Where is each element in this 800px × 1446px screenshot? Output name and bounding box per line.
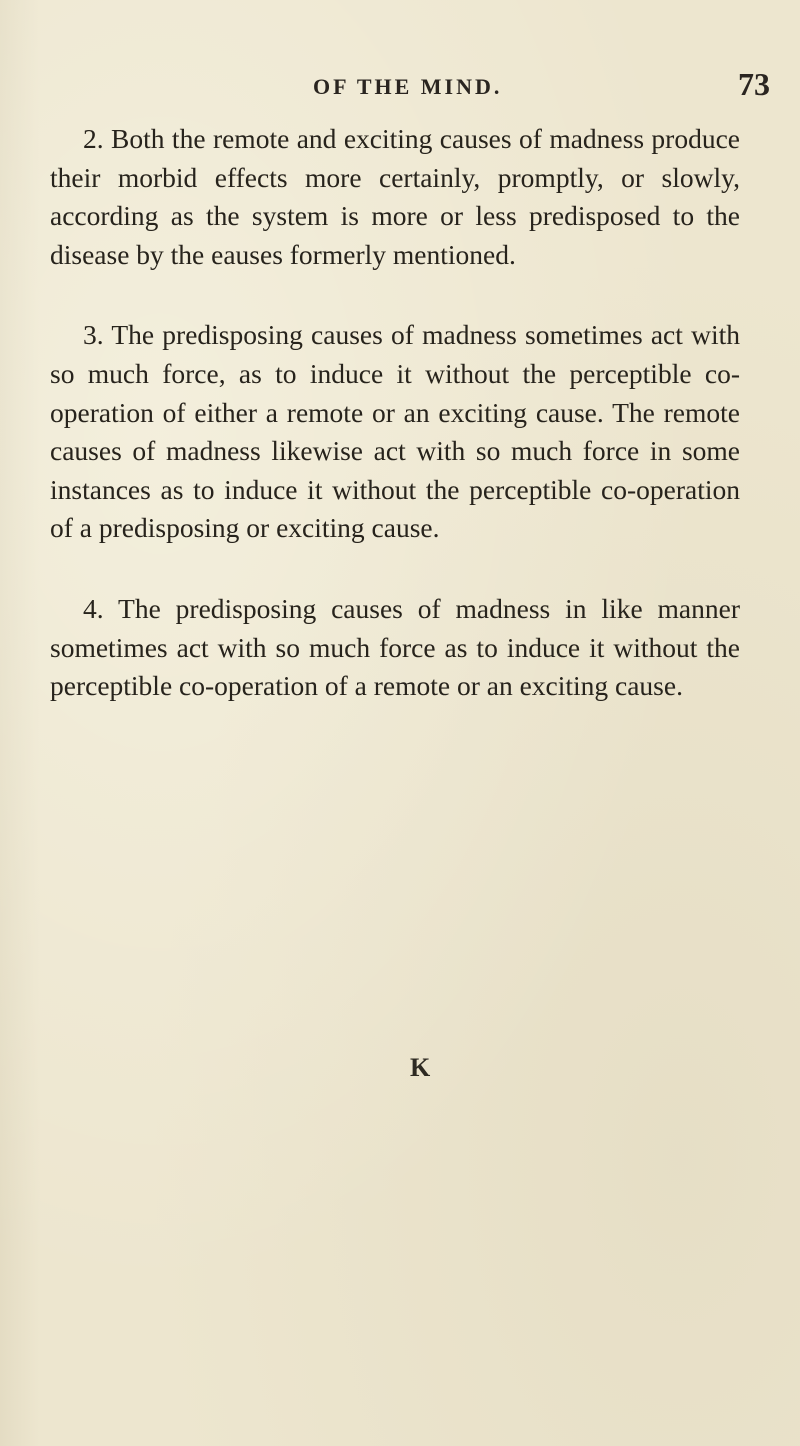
running-head-title: OF THE MIND.: [313, 74, 503, 99]
running-head: [0, 64, 800, 104]
paragraph-4: 4. The predisposing causes of madness in like manner sometimes act with so much force as to induce it without the perceptible co-operation of a remote or an exciting cause.: [50, 592, 740, 702]
paragraph-3: 3. The predisposing causes of madness sometimes act with so much force, as to induce it without the perceptible co-operation of either a remote or an exciting cause. The remote causes of madness likewise act with so much force in some instances as to induce it without the perceptible co-operation of a predisposing or exciting cause.: [50, 319, 740, 544]
paragraph-2: 2. Both the remote and exciting causes of madness produce their morbid effects more certainly, promptly, or slowly, according as the system is more or less predisposed to the disease by the eauses formerly mentioned.: [50, 123, 740, 270]
signature-mark: K: [410, 1053, 431, 1082]
body-text: [50, 120, 740, 748]
page-number: 73: [738, 66, 770, 102]
